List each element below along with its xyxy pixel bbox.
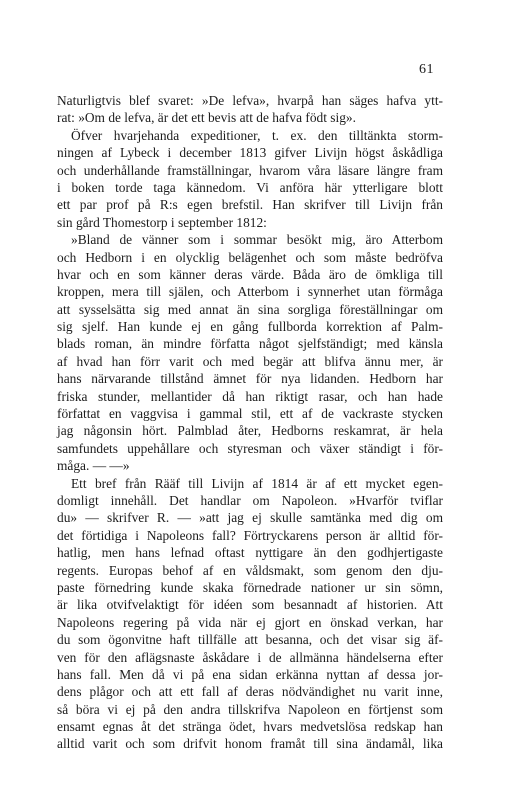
text-line: ensamt egnas åt det stränga ödet, hvars medvetslösa redskap han (57, 719, 443, 735)
text-line: författat en vaggvisa i gammal stil, ett af de vackraste stycken (57, 406, 443, 422)
text-line: att sysselsätta sig med annat än sina sorgliga föreställningar om (57, 301, 443, 317)
text-line: rat: »Om de lefva, är det ett bevis att de hafva födt sig». (57, 110, 356, 126)
text-line: ett par prof på R:s egen brefstil. Han skrifver till Livijn från (57, 197, 443, 213)
text-line: »Bland de vänner som i sommar besökt mig, äro Atterbom (71, 232, 443, 248)
text-line: ven för den aflägsnaste åskådare i de allmänna händelserna efter (57, 649, 443, 665)
text-line: sig sjelf. Han kunde ej en gång fullborda korrektion af Palm- (57, 319, 443, 335)
text-line: jag någonsin hört. Palmblad åter, Hedborns reskamrat, är hela (57, 423, 443, 439)
body-text (57, 92, 443, 753)
text-line: hans närvarande tillstånd ämnet för nya lidanden. Hedborn har (57, 371, 443, 387)
text-line: hatlig, men hans lefnad oftast nyttigare än den godhjertigaste (57, 545, 443, 561)
text-line: du som ögonvitne haft tillfälle att besanna, och det visar sig äf- (57, 632, 443, 648)
text-line: Öfver hvarjehanda expeditioner, t. ex. den tilltänkta storm- (71, 127, 443, 143)
text-line: friska stunder, mellantider då han riktigt rasar, och han hade (57, 388, 443, 404)
text-line: Naturligtvis blef svaret: »De lefva», hvarpå han säges hafva ytt- (57, 93, 443, 108)
text-line: paste förnedring kunde skaka förnedrade nationer ur sin sömn, (57, 579, 443, 595)
text-line: ningen af Lybeck i december 1813 gifver Livijn högst åskådliga (57, 145, 443, 161)
text-line: du» — skrifver R. — »att jag ej skulle samtänka med dig om (57, 510, 443, 526)
text-line: och Hedborn i en olycklig belägenhet och som måste bedröfva (57, 249, 443, 265)
text-line: domligt innehåll. Det handlar om Napoleon. »Hvarför tviflar (57, 492, 443, 508)
text-line: måga. — —» (57, 458, 130, 474)
text-line: det förtidiga i Napoleons fall? Förtryckarens person är alltid för- (57, 527, 443, 543)
text-line: i boken torde taga kännedom. Vi anföra här ytterligare blott (57, 179, 443, 195)
text-line: samfundets uppehållare och styresman och växer ständigt i för- (57, 440, 443, 456)
text-line: så böra vi ej på den andra tillskrifva Napoleon en förtjenst som (57, 701, 443, 717)
text-line: af hvad han förr varit och med begär att blifva ännu mer, är (57, 353, 443, 369)
text-line: Napoleons regering på vida när ej gjort en önskad verkan, har (57, 614, 443, 630)
text-line: dens plågor och att ett fall af deras nödvändighet nu varit inne, (57, 684, 443, 700)
text-line: hvar och en som känner deras värde. Båda äro de ömkliga till (57, 266, 443, 282)
text-line: är lika otvifvelaktigt för idéen som besannadt af historien. Att (57, 597, 443, 613)
text-line: kroppen, mera till själen, och Atterbom i synnerhet utan förmåga (57, 284, 443, 300)
text-line: Ett bref från Rääf till Livijn af 1814 är af ett mycket egen- (71, 475, 443, 491)
page-number: 61 (419, 62, 434, 77)
text-line: och underhållande framställningar, hvarom våra läsare längre fram (57, 162, 443, 178)
text-line: sin gård Thomestorp i september 1812: (57, 214, 267, 230)
text-line: blads roman, än mindre författa något sjelfständigt; med känsla (57, 336, 443, 352)
text-line: alltid varit och som drifvit honom framåt till sina ändamål, lika (57, 736, 443, 752)
text-line: regents. Europas behof af en våldsmakt, som genom den dju- (57, 562, 443, 578)
text-line: hans fall. Men då vi på ena sidan erkänna nyttan af dessa jor- (57, 666, 443, 682)
